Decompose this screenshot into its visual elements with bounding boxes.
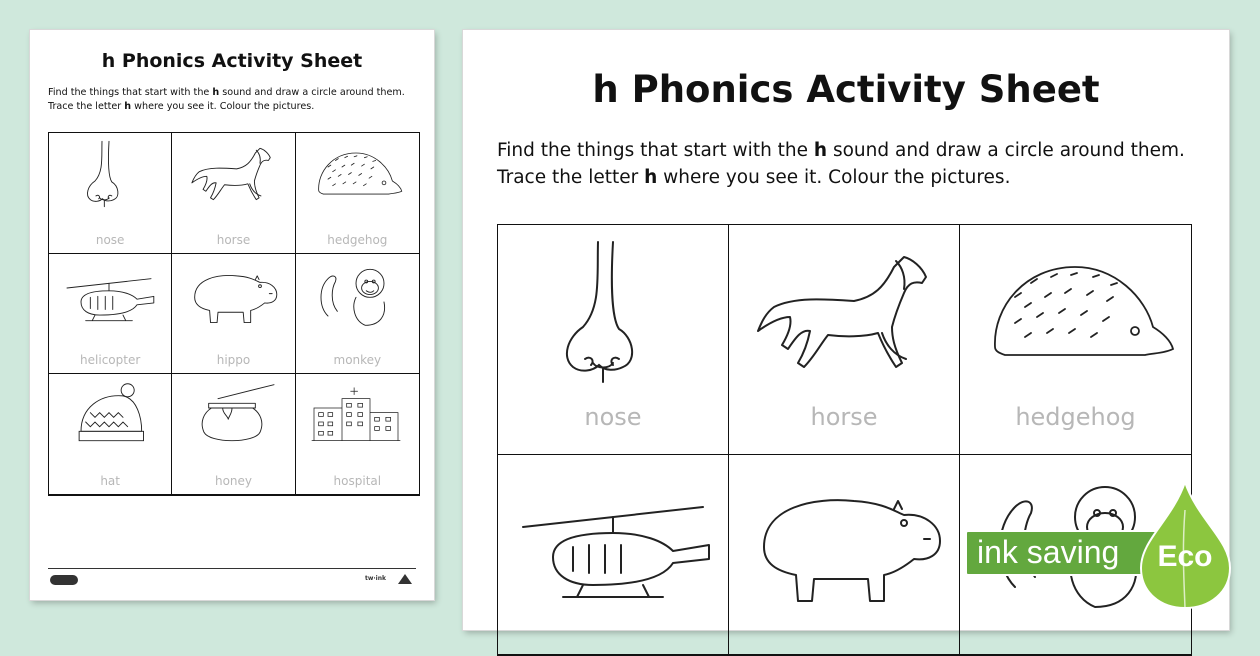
picture-label: honey <box>214 473 253 488</box>
footer-text: tw·ink <box>364 575 386 582</box>
picture-grid <box>48 132 420 496</box>
brand-mark-icon <box>398 574 412 584</box>
picture-label: nose <box>584 403 642 431</box>
picture-cell <box>296 374 419 495</box>
picture-label: horse <box>810 403 878 431</box>
picture-label: hospital <box>333 473 382 488</box>
sheet-preview-small <box>30 30 434 600</box>
picture-cell <box>498 225 729 455</box>
nose-icon <box>513 237 713 387</box>
nose-icon <box>59 139 159 209</box>
picture-label: horse <box>216 232 251 247</box>
honey-icon <box>182 380 282 450</box>
instruction-line1-start: Find the things that start with the <box>497 140 814 161</box>
helicopter-icon <box>59 260 159 330</box>
hedgehog-icon <box>306 139 406 209</box>
horse-icon <box>182 139 282 209</box>
instruction-letter: h <box>212 87 220 98</box>
picture-cell <box>729 455 960 655</box>
picture-cell <box>498 455 729 655</box>
picture-label: hippo <box>216 353 251 368</box>
instructions <box>497 138 1207 192</box>
brand-logo-icon <box>50 575 78 585</box>
picture-cell <box>49 374 172 495</box>
instructions <box>48 86 418 114</box>
eco-badge-word: Eco <box>1157 540 1213 573</box>
hippo-icon <box>744 467 944 617</box>
page-title: h Phonics Activity Sheet <box>592 68 1100 111</box>
monkey-icon <box>306 260 406 330</box>
hat-icon <box>59 380 159 450</box>
picture-cell <box>172 374 295 495</box>
instruction-line2-end: where you see it. Colour the pictures. <box>131 100 315 112</box>
instruction-letter: h <box>644 166 658 188</box>
picture-label: hedgehog <box>327 232 388 247</box>
instruction-line2-end: where you see it. Colour the pictures. <box>657 166 1011 188</box>
picture-label: hat <box>100 473 120 488</box>
picture-label: nose <box>95 232 125 247</box>
picture-cell <box>172 133 295 254</box>
instruction-line1-end: sound and draw a circle around them. <box>219 87 405 98</box>
hippo-icon <box>182 260 282 330</box>
picture-label: helicopter <box>80 353 141 368</box>
picture-label: hedgehog <box>1015 403 1136 431</box>
page-title: h Phonics Activity Sheet <box>101 50 363 72</box>
horse-icon <box>744 237 944 387</box>
instruction-line1-end: sound and draw a circle around them. <box>827 140 1185 161</box>
eco-badge-text: ink saving <box>977 534 1120 570</box>
picture-cell <box>49 133 172 254</box>
instruction-letter: h <box>124 100 132 112</box>
picture-cell <box>960 225 1191 455</box>
helicopter-icon <box>513 467 713 617</box>
hospital-icon <box>306 380 406 450</box>
picture-cell <box>49 254 172 375</box>
picture-label: monkey <box>333 353 382 368</box>
picture-cell <box>729 225 960 455</box>
picture-cell <box>296 133 419 254</box>
sheet-footer <box>48 568 416 589</box>
eco-ink-saving-badge <box>965 480 1235 630</box>
instruction-line2-start: Trace the letter <box>48 100 125 112</box>
instruction-line2-start: Trace the letter <box>497 166 645 188</box>
instruction-letter: h <box>813 140 828 161</box>
instruction-line1-start: Find the things that start with the <box>48 87 213 98</box>
picture-cell <box>172 254 295 375</box>
hedgehog-icon <box>975 237 1175 387</box>
picture-cell <box>296 254 419 375</box>
